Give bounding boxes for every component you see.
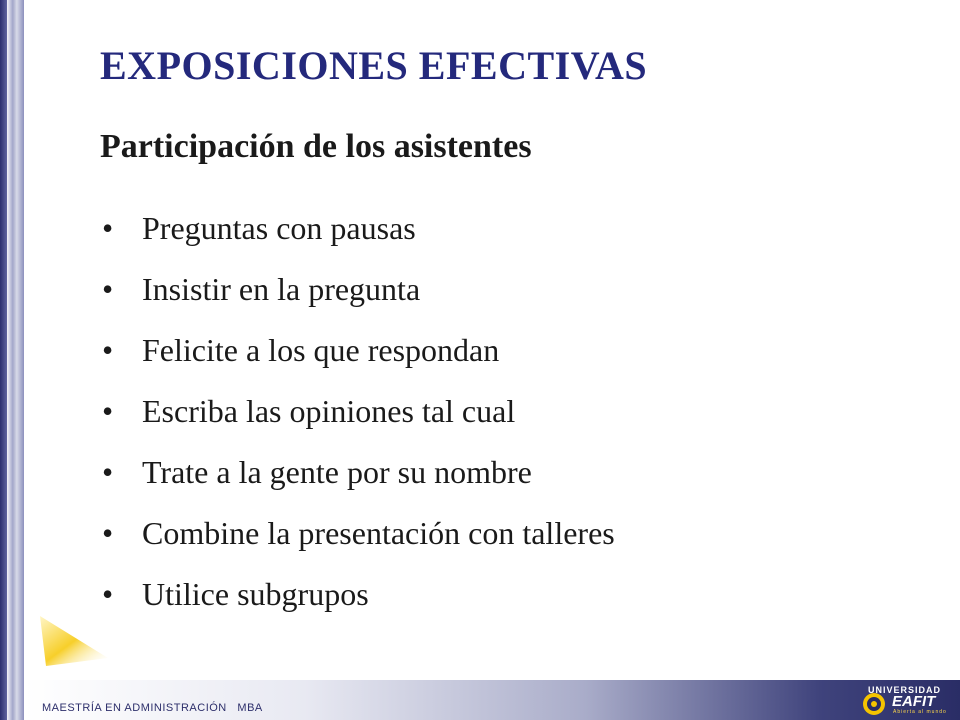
bullet-text: Trate a la gente por su nombre: [142, 454, 532, 490]
logo-university-text: UNIVERSIDAD: [868, 685, 942, 695]
bullet-symbol: •: [102, 576, 114, 612]
logo-eafit-text: EAFIT: [892, 693, 936, 710]
logo-motto-text: Abierta al mundo: [893, 709, 947, 715]
footer-program-label: MAESTRÍA EN ADMINISTRACIÓN MBA: [42, 702, 263, 714]
slide-subtitle: Participación de los asistentes: [100, 128, 532, 165]
left-bar-highlight: [7, 0, 13, 720]
bullet-text: Insistir en la pregunta: [142, 271, 421, 307]
university-seal-icon: [862, 692, 886, 716]
bullet-item: [102, 448, 615, 509]
footer-bar: [24, 680, 960, 720]
bullet-item: [102, 387, 615, 448]
left-decorative-bar: [0, 0, 24, 720]
bullet-item: [102, 570, 615, 631]
bullet-symbol: •: [102, 393, 114, 429]
bullet-item: [102, 265, 615, 326]
bullet-text: Combine la presentación con talleres: [142, 515, 615, 551]
bullet-item: [102, 509, 615, 570]
bullet-text: Felicite a los que respondan: [142, 332, 500, 368]
arrow-decoration-icon: [36, 612, 112, 670]
bullet-list: [102, 204, 615, 631]
bullet-item: [102, 204, 615, 265]
bullet-symbol: •: [102, 210, 114, 246]
university-logo: [862, 682, 950, 718]
bullet-item: [102, 326, 615, 387]
bullet-symbol: •: [102, 515, 114, 551]
bullet-text: Utilice subgrupos: [142, 576, 369, 612]
bullet-symbol: •: [102, 454, 114, 490]
bullet-symbol: •: [102, 332, 114, 368]
bullet-text: Preguntas con pausas: [142, 210, 416, 246]
slide-title: EXPOSICIONES EFECTIVAS: [100, 43, 648, 88]
bullet-symbol: •: [102, 271, 114, 307]
bullet-text: Escriba las opiniones tal cual: [142, 393, 516, 429]
